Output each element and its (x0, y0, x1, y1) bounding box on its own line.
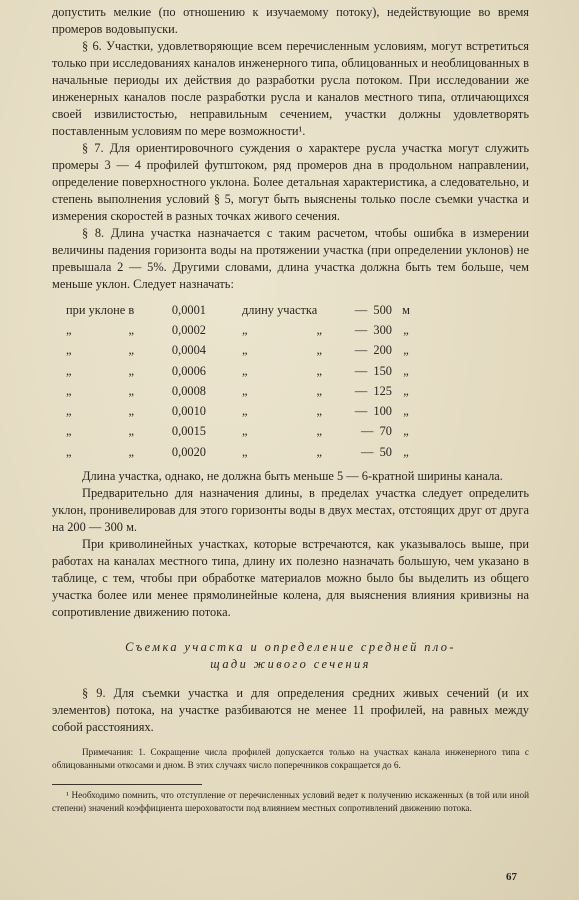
unit-label: м (402, 302, 410, 317)
ditto-mark: „ (66, 322, 72, 337)
ditto-mark: „ (242, 424, 248, 439)
ditto-mark: „ (66, 343, 72, 358)
slope-value: 0,0004 (171, 343, 206, 358)
paragraph-section-8: § 8. Длина участка назначается с таким расчетом, чтобы ошибка в измерении величины падения горизонта воды на протяжении участка (при определении уклонов) не превышала 2 — 5%. Другими словами, длина участка должна быть тем больше, чем меньше уклон. Следует назначать: (52, 226, 529, 291)
paragraph-section-6: § 6. Участки, удовлетворяющие всем перечисленным условиям, могут встретиться только при исследованиях каналов инженерного типа, облицованных и необлицованных в начальные периоды их действия до разработки русла потоком. При исследовании же инженерных каналов после разработки русла и каналов местного типа, отличающихся своей извилистостью, неправильным сечением, участки должны удовлетворять поставленным условиям по мере возможности¹. (52, 39, 529, 138)
paragraph-section-9: § 9. Для съемки участка и для определения средних живых сечений (и их элементов) потока, на участке разбиваются не менее 11 профилей, на равных между собой расстояниях. (52, 686, 529, 735)
ditto-mark: „ (403, 343, 409, 358)
length-number: 70 (379, 424, 392, 439)
ditto-mark: „ (128, 363, 134, 378)
ditto-cell (52, 323, 148, 338)
ditto-cell (52, 424, 148, 439)
ditto-mark: „ (242, 383, 248, 398)
length-number: 100 (373, 404, 392, 419)
ditto-cell (52, 384, 148, 399)
ditto-mark: „ (66, 444, 72, 459)
ditto-mark: „ (316, 424, 322, 439)
ditto-cell (52, 343, 148, 358)
ditto-mark: „ (316, 444, 322, 459)
ditto-mark: „ (66, 404, 72, 419)
ditto-mark: „ (242, 363, 248, 378)
ditto-mark: „ (66, 363, 72, 378)
dash: — (354, 404, 368, 419)
dash: — (354, 302, 368, 317)
length-value (340, 384, 392, 399)
slope-value: 0,0008 (171, 383, 206, 398)
ditto-mark: „ (128, 404, 134, 419)
label-text: уклоне в (88, 302, 135, 317)
ditto-mark: „ (316, 383, 322, 398)
ditto-mark: „ (316, 363, 322, 378)
ditto-mark: „ (128, 322, 134, 337)
dash: — (354, 363, 368, 378)
heading-line: щади живого сечения (210, 657, 371, 672)
slope-value: 0,0001 (171, 302, 206, 317)
length-number: 125 (373, 383, 392, 398)
ditto-mark: „ (66, 424, 72, 439)
length-number: 200 (373, 343, 392, 358)
footnote: ¹ Необходимо помнить, что отступление от перечисленных условий ведет к получению искаженных (в той или иной степени) значений коэффициента шероховатости под влиянием местных сопротивлений движению потока. (52, 790, 529, 814)
ditto-mark: „ (403, 444, 409, 459)
table-row (52, 381, 529, 401)
table-row (52, 422, 529, 442)
ditto-mark: „ (316, 322, 322, 337)
dash: — (361, 444, 374, 459)
footnote-divider (52, 784, 202, 785)
paragraph-continuation: допустить мелкие (по отношению к изучаемому потоку), недействующие во время промеров водовыпуски. (52, 5, 529, 36)
slope-value: 0,0002 (171, 322, 206, 337)
dash: — (354, 383, 368, 398)
length-number: 50 (379, 444, 392, 459)
dash: — (354, 343, 368, 358)
slope-value: 0,0020 (171, 444, 206, 459)
ditto-mark: „ (128, 424, 134, 439)
table-row (52, 361, 529, 381)
ditto-mark: „ (128, 383, 134, 398)
ditto-cell (206, 384, 340, 399)
label-text: при (66, 302, 86, 317)
length-value (340, 364, 392, 379)
slope-length-table (52, 300, 529, 462)
table-row (52, 401, 529, 421)
table-row (52, 341, 529, 361)
paragraph-curvilinear: При криволинейных участках, которые встречаются, как указывалось выше, при работах на каналах местного типа, длину их полезно назначать большую, чем указано в таблице, с тем, чтобы при обработке материалов можно было бы выделить из общего участка более или менее прямолинейные колена, для выяснения влияния кривизны на сопротивление движению потока. (52, 537, 529, 620)
label-text: участка (277, 302, 318, 317)
ditto-mark: „ (403, 404, 409, 419)
ditto-cell (206, 424, 340, 439)
table-row (52, 300, 529, 320)
paragraph-preliminary: Предварительно для назначения длины, в пределах участка следует определить уклон, пронивелировав для этого горизонты воды в двух местах, отстоящих друг от друга на 200 — 300 м. (52, 486, 529, 535)
length-value (340, 323, 392, 338)
length-number: 150 (373, 363, 392, 378)
notes-block: Примечания: 1. Сокращение числа профилей допускается только на участках канала инженерного типа с облицованными откосами и дном. В этих случаях число поперечников сокращается до 6. (52, 747, 529, 771)
length-value (340, 404, 392, 419)
ditto-cell (206, 343, 340, 358)
ditto-cell (206, 364, 340, 379)
paragraph-section-7: § 7. Для ориентировочного суждения о характере русла участка могут служить промеры 3 — 4 профилей футштоком, ряд промеров дна в продольном направлении, определение поверхностного уклона. Более детальная характеристика, а следовательно, и степень выполнения условий § 5, могут быть выяснены только после съемки участка и измерения скоростей в разных точках живого сечения. (52, 141, 529, 223)
ditto-mark: „ (66, 383, 72, 398)
ditto-cell (206, 445, 340, 460)
table-label-cell (52, 303, 148, 318)
dash: — (354, 322, 368, 337)
length-value (340, 445, 392, 460)
ditto-cell (52, 445, 148, 460)
ditto-mark: „ (403, 363, 409, 378)
length-number: 300 (373, 322, 392, 337)
ditto-cell (52, 364, 148, 379)
table-label-cell (206, 303, 340, 318)
ditto-mark: „ (403, 424, 409, 439)
ditto-cell (206, 323, 340, 338)
table-row (52, 442, 529, 462)
length-number: 500 (373, 302, 392, 317)
slope-value: 0,0015 (171, 424, 206, 439)
paragraph-min-length: Длина участка, однако, не должна быть меньше 5 — 6-кратной ширины канала. (82, 469, 503, 484)
ditto-cell (206, 404, 340, 419)
ditto-mark: „ (403, 322, 409, 337)
length-value (340, 424, 392, 439)
ditto-mark: „ (242, 404, 248, 419)
ditto-mark: „ (242, 444, 248, 459)
slope-value: 0,0006 (171, 363, 206, 378)
ditto-mark: „ (403, 383, 409, 398)
ditto-mark: „ (242, 322, 248, 337)
page-number: 67 (506, 871, 517, 883)
section-heading (52, 639, 529, 673)
heading-line: Съемка участка и определение средней пло- (125, 640, 456, 655)
ditto-mark: „ (128, 444, 134, 459)
label-text: длину (242, 302, 274, 317)
length-value (340, 303, 392, 318)
ditto-mark: „ (316, 343, 322, 358)
slope-value: 0,0010 (171, 404, 206, 419)
dash: — (361, 424, 374, 439)
length-value (340, 343, 392, 358)
ditto-mark: „ (128, 343, 134, 358)
ditto-cell (52, 404, 148, 419)
ditto-mark: „ (242, 343, 248, 358)
table-row (52, 320, 529, 340)
ditto-mark: „ (316, 404, 322, 419)
